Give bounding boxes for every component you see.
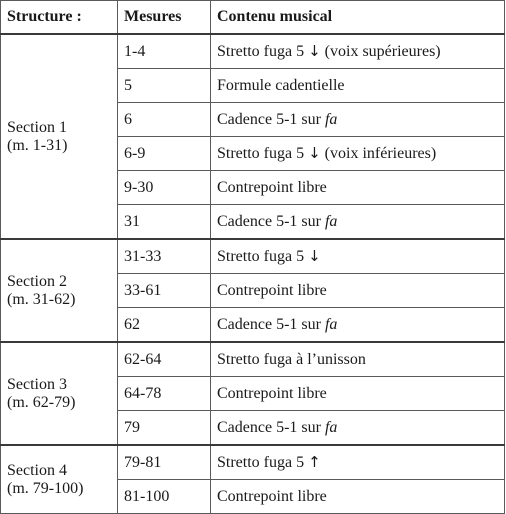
contenu-cell — [211, 69, 505, 103]
contenu-cell — [211, 377, 505, 411]
contenu-cell — [211, 342, 505, 377]
section-label — [1, 445, 118, 514]
contenu-text: Contrepoint libre — [217, 384, 327, 402]
contenu-text: Stretto fuga 5 — [217, 454, 305, 471]
contenu-cell — [211, 411, 505, 446]
table-row — [1, 239, 505, 274]
header-mesures: Mesures — [118, 1, 211, 35]
section-name: Section 3 — [7, 375, 67, 393]
section-group — [1, 445, 505, 514]
contenu-suffix: (voix supérieures) — [320, 43, 441, 60]
mesures-cell: 33-61 — [118, 274, 211, 308]
contenu-text: Formule cadentielle — [217, 76, 345, 94]
contenu-text: Contrepoint libre — [217, 178, 327, 196]
contenu-text: Cadence 5-1 sur — [217, 315, 325, 333]
section-name: Section 4 — [7, 461, 67, 479]
contenu-text: Stretto fuga 5 — [217, 248, 305, 265]
header-row — [1, 1, 505, 35]
section-range: (m. 79-100) — [7, 479, 84, 497]
section-label — [1, 342, 118, 445]
mesures-cell: 6-9 — [118, 137, 211, 171]
contenu-text: Contrepoint libre — [217, 281, 327, 299]
contenu-italic: fa — [324, 418, 338, 436]
section-group — [1, 34, 505, 239]
section-group — [1, 342, 505, 445]
arrow-down-icon: ↓ — [308, 42, 321, 60]
mesures-cell: 81-100 — [118, 480, 211, 514]
section-range: (m. 31-62) — [7, 290, 76, 308]
section-label — [1, 239, 118, 342]
section-name: Section 1 — [7, 118, 67, 136]
table-row — [1, 34, 505, 69]
contenu-cell — [211, 239, 505, 274]
section-label — [1, 34, 118, 239]
contenu-cell — [211, 274, 505, 308]
contenu-cell — [211, 137, 505, 171]
mesures-cell: 5 — [118, 69, 211, 103]
header-structure: Structure : — [1, 1, 118, 35]
contenu-suffix: (voix inférieures) — [320, 145, 437, 162]
contenu-cell — [211, 103, 505, 137]
mesures-cell: 6 — [118, 103, 211, 137]
mesures-cell: 1-4 — [118, 34, 211, 69]
section-range: (m. 62-79) — [7, 393, 76, 411]
contenu-text: Contrepoint libre — [217, 487, 327, 505]
arrow-down-icon: ↓ — [308, 144, 321, 162]
contenu-text: Stretto fuga à l’unisson — [217, 350, 366, 368]
mesures-cell: 31-33 — [118, 239, 211, 274]
arrow-down-icon: ↓ — [308, 247, 321, 265]
contenu-text: Stretto fuga 5 — [217, 145, 305, 162]
contenu-cell — [211, 445, 505, 480]
table-row — [1, 445, 505, 480]
contenu-cell — [211, 205, 505, 240]
section-range: (m. 1-31) — [7, 136, 68, 154]
arrow-up-icon: ↑ — [308, 453, 321, 471]
contenu-text: Cadence 5-1 sur — [217, 212, 325, 230]
contenu-italic: fa — [324, 110, 338, 128]
mesures-cell: 79-81 — [118, 445, 211, 480]
table-row — [1, 342, 505, 377]
contenu-italic: fa — [324, 315, 338, 333]
mesures-cell: 9-30 — [118, 171, 211, 205]
contenu-cell — [211, 34, 505, 69]
contenu-cell — [211, 308, 505, 343]
contenu-text: Stretto fuga 5 — [217, 43, 305, 60]
contenu-cell — [211, 480, 505, 514]
header-contenu: Contenu musical — [211, 1, 505, 35]
section-name: Section 2 — [7, 272, 67, 290]
mesures-cell: 31 — [118, 205, 211, 240]
contenu-text: Cadence 5-1 sur — [217, 110, 325, 128]
contenu-italic: fa — [324, 212, 338, 230]
mesures-cell: 62-64 — [118, 342, 211, 377]
mesures-cell: 79 — [118, 411, 211, 446]
section-group — [1, 239, 505, 342]
mesures-cell: 64-78 — [118, 377, 211, 411]
mesures-cell: 62 — [118, 308, 211, 343]
contenu-text: Cadence 5-1 sur — [217, 418, 325, 436]
contenu-cell — [211, 171, 505, 205]
